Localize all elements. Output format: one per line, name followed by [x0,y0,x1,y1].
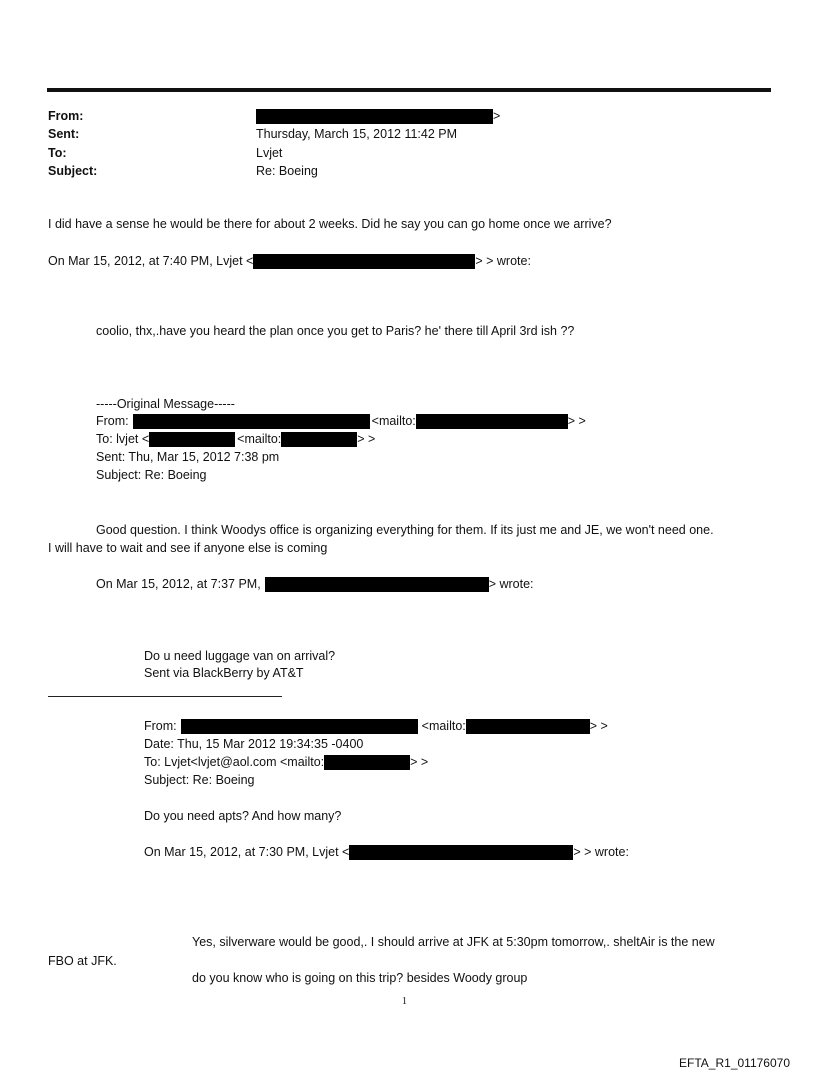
bates-number: EFTA_R1_01176070 [679,1056,790,1070]
redaction-bar [349,845,573,860]
orig-from-label: From: [96,414,129,428]
quote-suffix: > wrote: [488,577,534,591]
quote-prefix: On Mar 15, 2012, at 7:30 PM, Lvjet < [144,845,350,859]
orig-sent: Sent: Thu, Mar 15, 2012 7:38 pm [96,450,280,464]
luggage-question: Do u need luggage van on arrival? [144,649,336,663]
orig-close: > > [567,414,586,428]
orig-mailto: <mailto: [371,414,416,428]
inner-to-close: > > [410,755,429,769]
sent-label: Sent: [48,127,80,141]
inner-to-prefix: To: Lvjet<lvjet@aol.com <mailto: [144,755,325,769]
redaction-bar [149,432,235,447]
redaction-bar [181,719,418,734]
orig-from-line [96,413,586,429]
quote-prefix: On Mar 15, 2012, at 7:37 PM, [96,577,261,591]
sent-value: Thursday, March 15, 2012 11:42 PM [256,127,458,141]
redaction-bar [324,755,410,770]
from-label: From: [48,109,84,123]
trip-question: do you know who is going on this trip? besides Woody group [192,971,528,985]
redaction-bar [416,414,568,429]
inner-from-line [144,718,608,734]
inner-close: > > [589,719,608,733]
inner-mailto: <mailto: [421,719,466,733]
subject-label: Subject: [48,164,98,178]
signature-divider [48,696,282,697]
blackberry-signature: Sent via BlackBerry by AT&T [144,666,304,680]
from-value [256,108,500,124]
orig-to-line [96,431,375,447]
original-message-header: -----Original Message----- [96,397,235,411]
quote-line-1 [48,253,531,269]
inner-date: Date: Thu, 15 Mar 2012 19:34:35 -0400 [144,737,364,751]
page-number: 1 [402,996,407,1007]
redaction-bar [256,109,493,124]
good-question-line-1: Good question. I think Woodys office is organizing everything for them. If its just me and JE, we won't need one. [96,523,714,537]
quote-suffix: > > wrote: [475,254,531,268]
apts-question: Do you need apts? And how many? [144,809,342,823]
orig-to-close: > > [357,432,376,446]
inner-subject: Subject: Re: Boeing [144,773,255,787]
quote-prefix: On Mar 15, 2012, at 7:40 PM, Lvjet < [48,254,254,268]
subject-value: Re: Boeing [256,164,318,178]
from-suffix: > [493,109,501,123]
to-label: To: [48,146,67,160]
redaction-bar [265,577,489,592]
reply-text: I did have a sense he would be there for about 2 weeks. Did he say you can go home once we arrive? [48,217,612,231]
to-value: Lvjet [256,146,283,160]
quote-line-2 [96,576,534,592]
lvjet-message: coolio, thx,.have you heard the plan once you get to Paris? he' there till April 3rd ish ?? [96,324,575,338]
inner-from-label: From: [144,719,177,733]
orig-to-mailto: <mailto: [237,432,282,446]
redaction-bar [281,432,357,447]
good-question-line-2: I will have to wait and see if anyone else is coming [48,541,328,555]
redaction-bar [253,254,475,269]
inner-to-line [144,754,428,770]
silverware-line-1: Yes, silverware would be good,. I should arrive at JFK at 5:30pm tomorrow,. sheltAir is the new [192,935,715,949]
silverware-line-2: FBO at JFK. [48,954,117,968]
orig-to-prefix: To: lvjet < [96,432,150,446]
redaction-bar [133,414,370,429]
redaction-bar [466,719,590,734]
quote-line-3 [144,844,629,860]
quote-suffix: > > wrote: [573,845,629,859]
header-rule [47,88,771,92]
orig-subject: Subject: Re: Boeing [96,468,207,482]
